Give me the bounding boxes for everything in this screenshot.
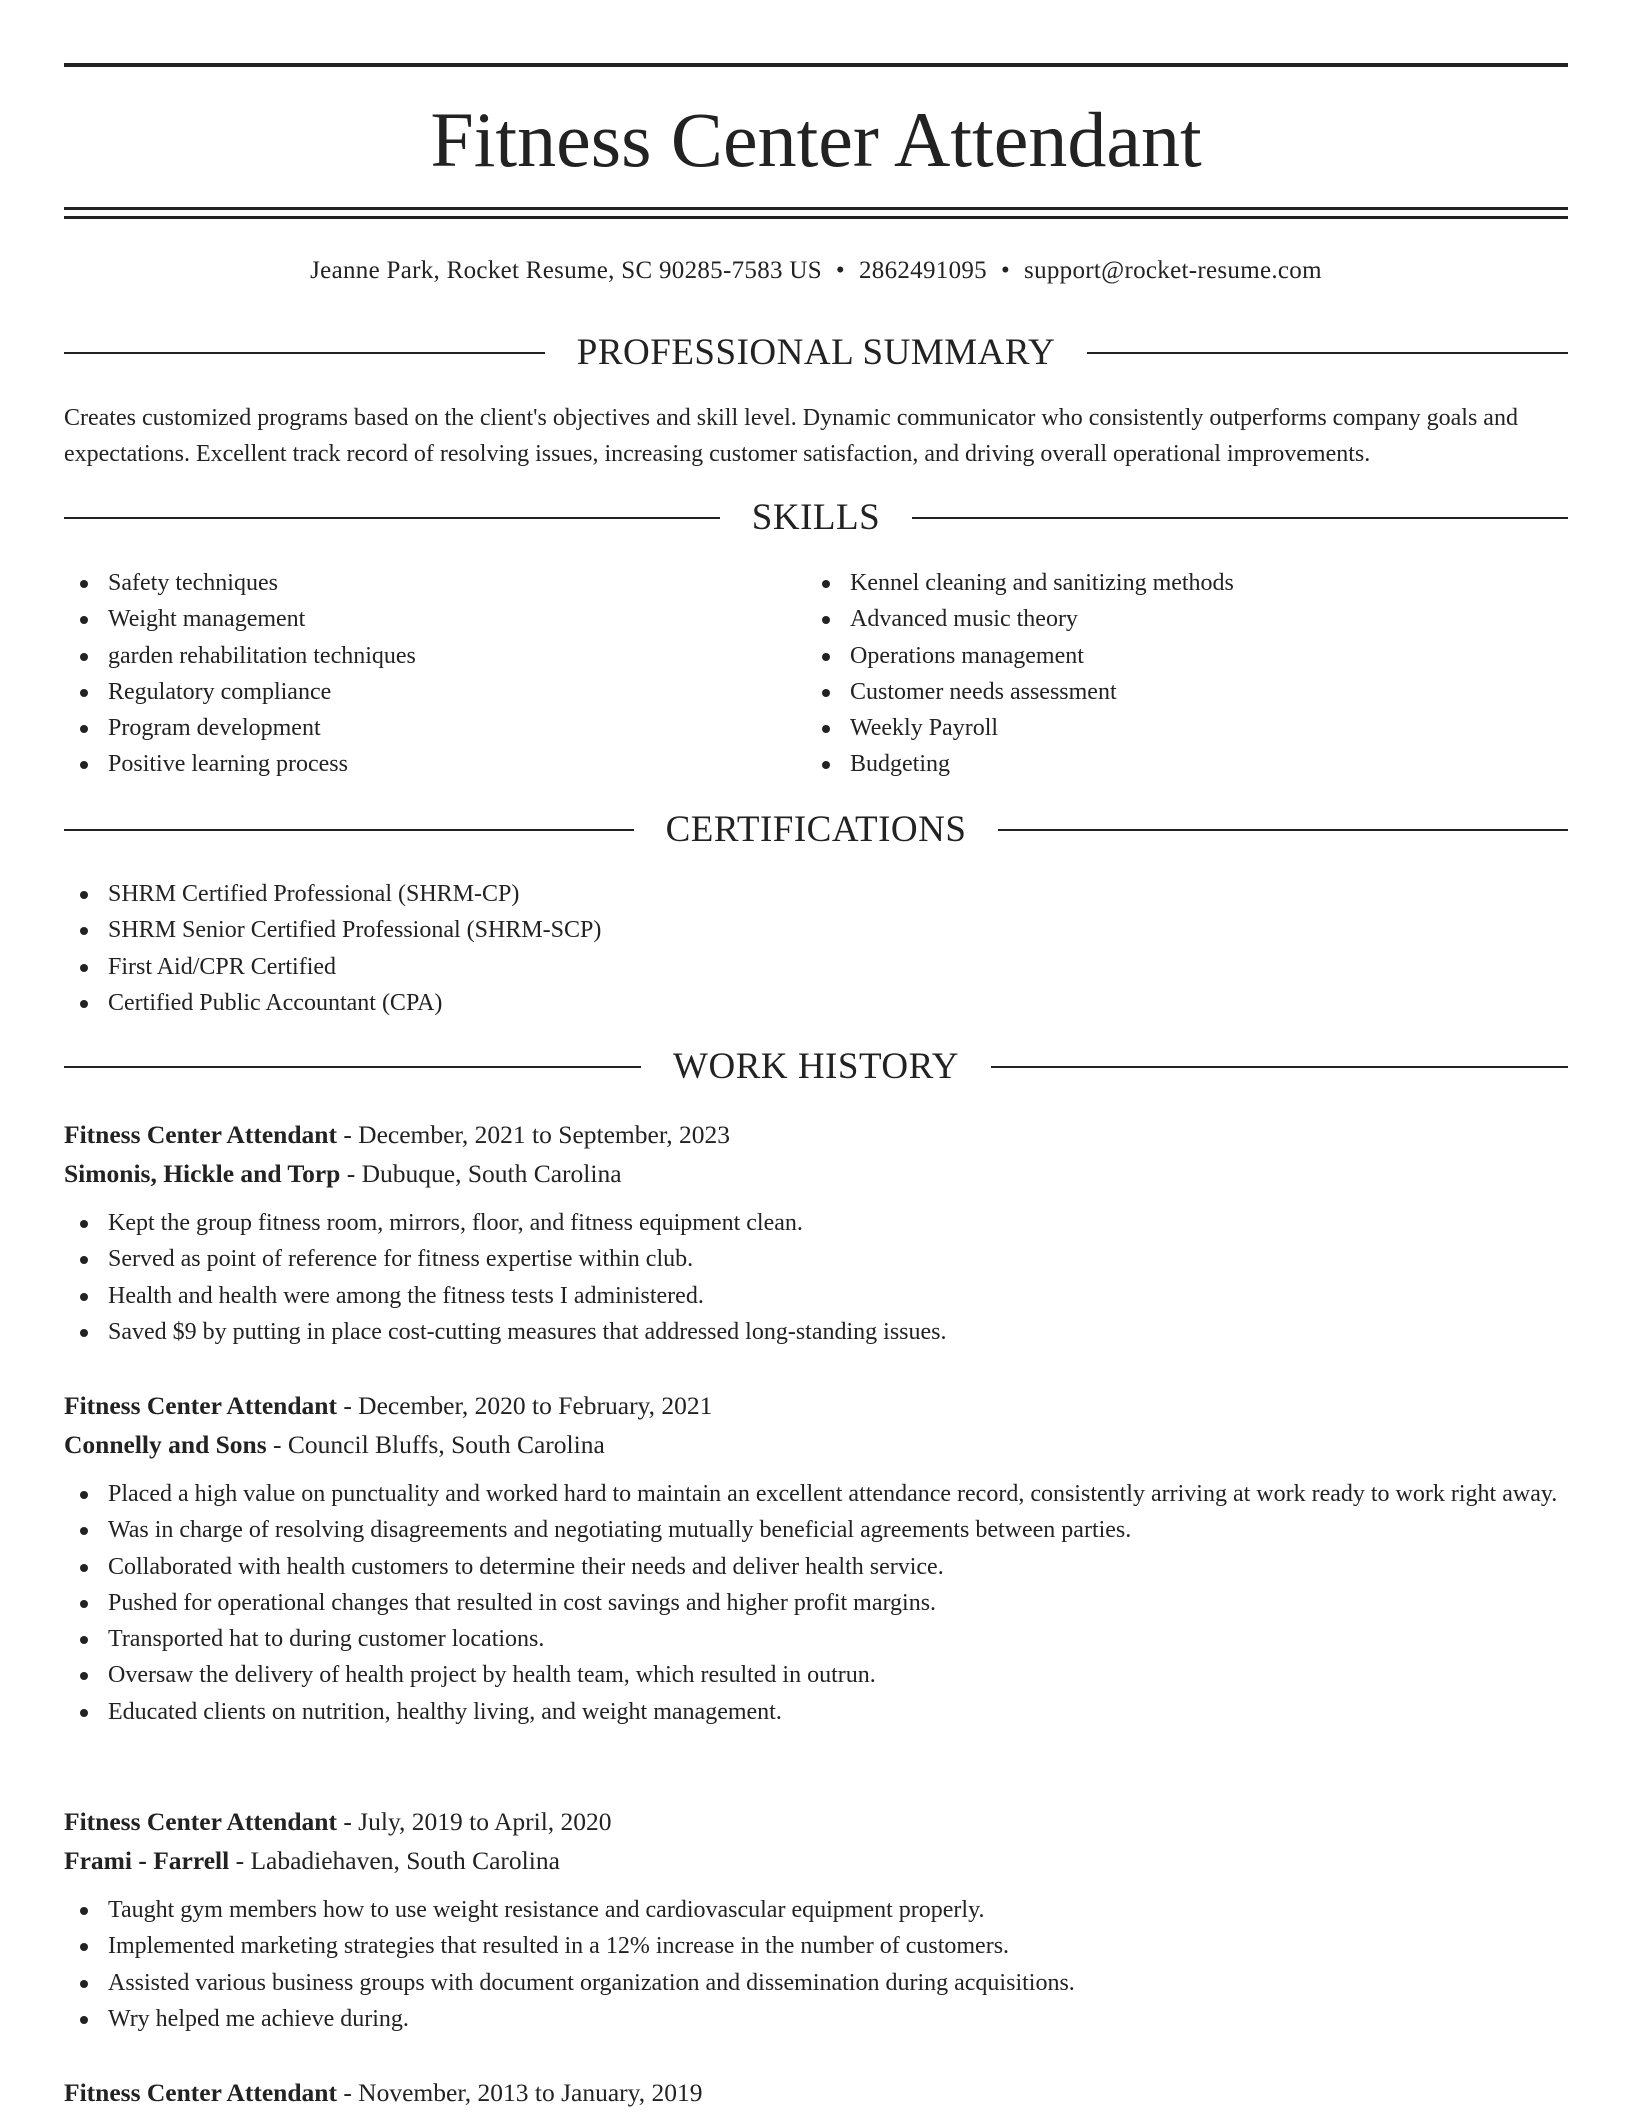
- job-duty: Served as point of reference for fitness expertise within club.: [64, 1241, 1568, 1277]
- job-entry: [64, 1386, 1568, 1730]
- resume-title: Fitness Center Attendant: [430, 96, 1202, 183]
- job-duty: Educated clients on nutrition, healthy living, and weight management.: [64, 1694, 1568, 1730]
- heading-rule-left: [64, 517, 720, 519]
- job-duty: Was in charge of resolving disagreements and negotiating mutually beneficial agreements between parties.: [64, 1512, 1568, 1548]
- job-duty: Saved $9 by putting in place cost-cutting measures that addressed long-standing issues.: [64, 1314, 1568, 1350]
- skill-item: Operations management: [806, 638, 1546, 674]
- job-company: Frami - Farrell: [64, 1846, 230, 1875]
- section-heading-work-history: [64, 1045, 1568, 1089]
- skill-item: Kennel cleaning and sanitizing methods: [806, 565, 1546, 601]
- job-location: - Dubuque, South Carolina: [340, 1159, 622, 1188]
- skill-item: garden rehabilitation techniques: [64, 638, 804, 674]
- heading-rule-right: [998, 829, 1568, 831]
- job-title: Fitness Center Attendant: [64, 1120, 337, 1149]
- job-title-line: [64, 2073, 1568, 2112]
- skill-item: Safety techniques: [64, 565, 804, 601]
- job-duty: Assisted various business groups with document organization and dissemination during acquisitions.: [64, 1965, 1568, 2001]
- skill-item: Regulatory compliance: [64, 674, 804, 710]
- job-title: Fitness Center Attendant: [64, 1807, 337, 1836]
- job-company: Connelly and Sons: [64, 1430, 267, 1459]
- skill-item: Program development: [64, 710, 804, 746]
- skill-item: Customer needs assessment: [806, 674, 1546, 710]
- job-dates: - December, 2020 to February, 2021: [336, 1391, 713, 1420]
- job-entry: [64, 2073, 1568, 2112]
- contact-email: support@rocket-resume.com: [1024, 257, 1322, 284]
- job-company-line: [64, 1425, 1568, 1464]
- job-duties-list: [64, 1205, 1568, 1350]
- job-title: Fitness Center Attendant: [64, 1391, 337, 1420]
- header-double-rule-upper: [64, 207, 1568, 210]
- contact-separator: •: [1000, 257, 1011, 284]
- summary-text: Creates customized programs based on the client's objectives and skill level. Dynamic communicator who consistently outperforms company goals and expectations. Excellent track record of resolving issues, increasing customer satisfaction, and driving overall operational improvements.: [64, 405, 1518, 467]
- job-duty: Placed a high value on punctuality and worked hard to maintain an excellent attendance record, consistently arriving at work ready to work right away.: [64, 1476, 1568, 1512]
- contact-line: [64, 254, 1568, 288]
- job-duty: Collaborated with health customers to determine their needs and deliver health service.: [64, 1549, 1568, 1585]
- job-entry: [64, 1115, 1568, 1350]
- section-heading-certifications: [64, 808, 1568, 852]
- job-location: - Labadiehaven, South Carolina: [229, 1846, 560, 1875]
- job-company: Simonis, Hickle and Torp: [64, 1159, 341, 1188]
- job-company-line: [64, 1841, 1568, 1880]
- job-dates: - December, 2021 to September, 2023: [336, 1120, 731, 1149]
- section-title-summary: PROFESSIONAL SUMMARY: [576, 332, 1056, 373]
- job-duty: Implemented marketing strategies that resulted in a 12% increase in the number of customers.: [64, 1928, 1568, 1964]
- header-top-rule: [64, 63, 1568, 67]
- skill-item: Budgeting: [806, 746, 1546, 782]
- header-double-rule-lower: [64, 216, 1568, 219]
- job-duty: Oversaw the delivery of health project by health team, which resulted in outrun.: [64, 1657, 1568, 1693]
- skills-column-right: [806, 565, 1546, 783]
- skill-item: Advanced music theory: [806, 601, 1546, 637]
- job-duty: Kept the group fitness room, mirrors, floor, and fitness equipment clean.: [64, 1205, 1568, 1241]
- contact-separator: •: [835, 257, 845, 284]
- contact-address: Jeanne Park, Rocket Resume, SC 90285-7583 US: [310, 257, 822, 284]
- section-title-work-history: WORK HISTORY: [673, 1046, 959, 1087]
- heading-rule-right: [912, 517, 1568, 519]
- certification-item: SHRM Certified Professional (SHRM-CP): [64, 876, 1568, 912]
- job-dates: - November, 2013 to January, 2019: [336, 2078, 703, 2107]
- skill-item: Weight management: [64, 601, 804, 637]
- certification-item: First Aid/CPR Certified: [64, 949, 1568, 985]
- job-duties-list: [64, 1892, 1568, 2037]
- job-location: - Council Bluffs, South Carolina: [266, 1430, 605, 1459]
- job-company-line: [64, 1154, 1568, 1193]
- skills-list-right: [806, 565, 1546, 783]
- job-entry: [64, 1802, 1568, 2037]
- contact-phone: 2862491095: [858, 257, 987, 284]
- skill-item: Weekly Payroll: [806, 710, 1546, 746]
- heading-rule-right: [1087, 352, 1568, 354]
- section-title-skills: SKILLS: [751, 497, 881, 538]
- certification-item: SHRM Senior Certified Professional (SHRM-SCP): [64, 912, 1568, 948]
- skill-item: Positive learning process: [64, 746, 804, 782]
- section-heading-skills: [64, 496, 1568, 540]
- section-title-certifications: CERTIFICATIONS: [665, 809, 967, 850]
- certification-item: Certified Public Accountant (CPA): [64, 985, 1568, 1021]
- job-title: Fitness Center Attendant: [64, 2078, 337, 2107]
- job-duty: Transported hat to during customer locations.: [64, 1621, 1568, 1657]
- skills-list-left: [64, 565, 804, 783]
- job-title-line: [64, 1802, 1568, 1841]
- skills-column-left: [64, 565, 804, 783]
- certifications: [64, 876, 1568, 1021]
- job-duties-list: [64, 1476, 1568, 1730]
- job-duty: Health and health were among the fitness tests I administered.: [64, 1278, 1568, 1314]
- job-duty: Wry helped me achieve during.: [64, 2001, 1568, 2037]
- job-duty: Taught gym members how to use weight resistance and cardiovascular equipment properly.: [64, 1892, 1568, 1928]
- heading-rule-left: [64, 352, 545, 354]
- heading-rule-left: [64, 1066, 641, 1068]
- heading-rule-left: [64, 829, 634, 831]
- job-duty: Pushed for operational changes that resulted in cost savings and higher profit margins.: [64, 1585, 1568, 1621]
- job-title-line: [64, 1386, 1568, 1425]
- section-heading-summary: [64, 331, 1568, 375]
- job-dates: - July, 2019 to April, 2020: [336, 1807, 612, 1836]
- certifications-list: [64, 876, 1568, 1021]
- job-title-line: [64, 1115, 1568, 1154]
- heading-rule-right: [991, 1066, 1568, 1068]
